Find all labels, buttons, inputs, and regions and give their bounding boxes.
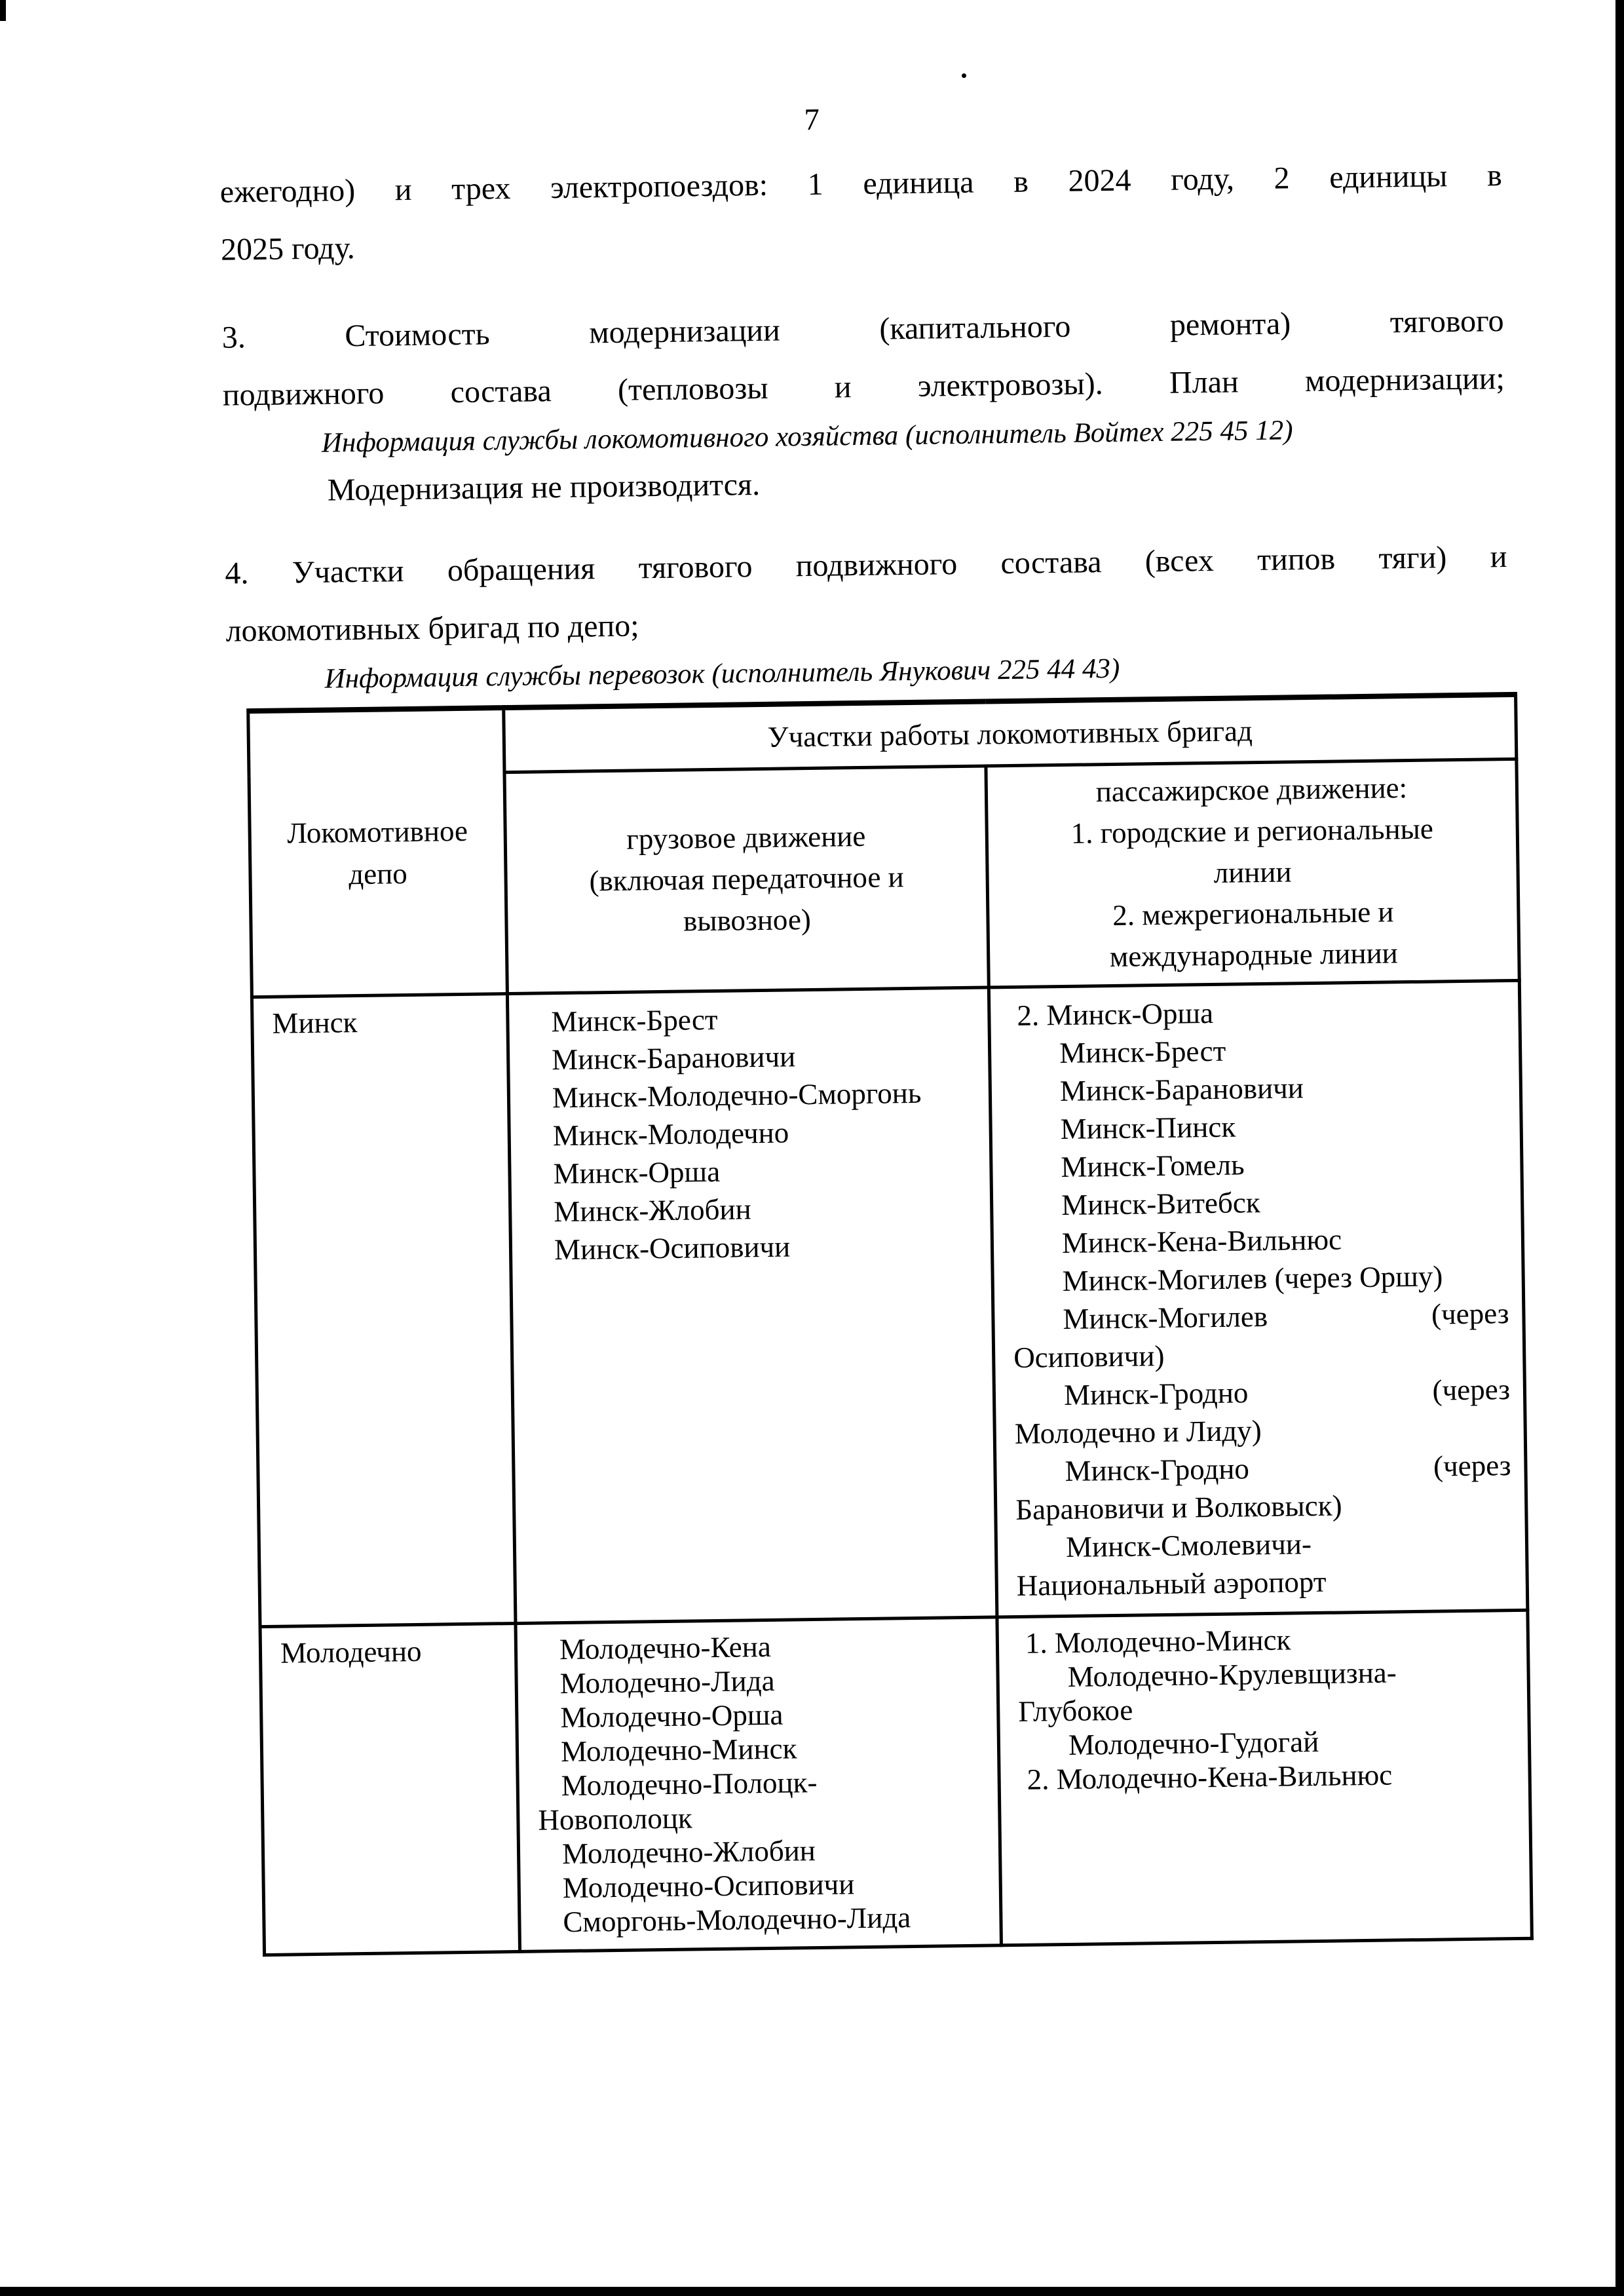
route-line: Молодечно-Минск [560, 1732, 797, 1769]
scan-edge-artifact-bottom [0, 2287, 1624, 2296]
column-header-depot: Локомотивное депо [248, 708, 508, 997]
route-line: Минск-Пинск [1060, 1110, 1236, 1146]
route-line: Минск-Барановичи [551, 1040, 796, 1077]
paragraph-line: 2025 году. [220, 231, 356, 267]
route-line: Минск-Брест [551, 1003, 718, 1039]
freight-routes-cell [516, 1617, 1001, 1952]
route-line-left: Минск-Могилев [1063, 1299, 1268, 1336]
section-3-modernization [221, 292, 1506, 512]
route-line: Глубокое [1017, 1693, 1133, 1728]
route-line-right: (через [1433, 1449, 1511, 1483]
route-line [1065, 1446, 1511, 1490]
route-line-left: Минск-Гродно [1063, 1376, 1249, 1412]
route-line [1064, 1370, 1511, 1414]
route-line: Минск-Смолевичи- [1065, 1527, 1312, 1563]
scan-corner-artifact [0, 0, 6, 21]
section-4-sections-of-circulation [225, 528, 1509, 700]
route-line: Сморгонь-Молодечно-Лида [563, 1901, 911, 1939]
route-line: Молодечно-Жлобин [561, 1834, 816, 1871]
route-line: Минск-Кена-Вильнюс [1061, 1223, 1342, 1260]
table-row-minsk [252, 980, 1527, 1626]
depot-name: Молодечно [260, 1623, 520, 1955]
intro-paragraph [219, 147, 1503, 279]
passenger-routes-cell [989, 980, 1528, 1617]
route-line: Новополоцк [538, 1801, 693, 1837]
modernization-note: Модернизация не производится. [327, 467, 761, 508]
route-line: Минск-Осиповичи [554, 1230, 791, 1267]
paragraph-line: 4. Участки обращения тягового подвижного состава (всех типов тяги) и [225, 539, 1507, 591]
freight-routes-cell [507, 987, 997, 1624]
service-info-note: Информация службы локомотивного хозяйства (исполнитель Войтех 225 45 12) [321, 415, 1293, 459]
route-line: Молодечно-Орша [560, 1698, 784, 1734]
route-line: 1. Молодечно-Минск [1025, 1623, 1291, 1660]
route-line: Молодечно-Осиповичи [562, 1867, 855, 1905]
route-line: Минск-Витебск [1061, 1186, 1260, 1222]
scan-edge-artifact-right [1615, 0, 1624, 2296]
depot-name: Минск [252, 994, 516, 1627]
route-line: Минск-Молодечно-Сморгонь [552, 1076, 922, 1115]
route-line: Барановичи и Волковыск) [1015, 1489, 1342, 1526]
paragraph-line: 3. Стоимость модернизации (капитального ремонта) тягового [221, 303, 1504, 355]
route-line: Минск-Гомель [1061, 1148, 1245, 1184]
route-line: Молодечно и Лиду) [1014, 1414, 1262, 1450]
column-header-brigade-work-sections: Участки работы локомотивных бригад [504, 695, 1517, 773]
locomotive-brigade-sections-table [246, 692, 1534, 1957]
route-line [1063, 1294, 1509, 1338]
paragraph-line: подвижного состава (тепловозы и электровозы). План модернизации; [222, 361, 1505, 413]
route-line: Минск-Молодечно [552, 1116, 789, 1153]
route-line: Минск-Могилев (через Оршу) [1062, 1259, 1443, 1298]
route-line: Национальный аэропорт [1016, 1565, 1327, 1602]
paragraph-line: локомотивных бригад по депо; [225, 608, 639, 649]
route-line: Молодечно-Полоцк- [561, 1765, 818, 1803]
route-line-left: Минск-Гродно [1065, 1452, 1250, 1487]
route-line: 2. Минск-Орша [1017, 996, 1214, 1032]
route-line: Молодечно-Крулевщизна- [1067, 1656, 1397, 1693]
table-row-molodechno [260, 1610, 1532, 1955]
route-line: Молодечно-Лида [559, 1664, 775, 1700]
route-line: Осиповичи) [1013, 1339, 1165, 1375]
route-line-right: (через [1432, 1373, 1511, 1407]
service-info-note: Информация службы перевозок (исполнитель Янукович 225 44 43) [324, 653, 1120, 695]
route-line: Молодечно-Гудогай [1068, 1725, 1319, 1761]
scan-speck-artifact [962, 73, 966, 78]
column-header-passenger-traffic: пассажирское движение: 1. городские и региональные линии 2. межрегиональные и международные линии [986, 759, 1519, 987]
route-line: Минск-Брест [1059, 1034, 1226, 1070]
passenger-routes-cell [997, 1610, 1532, 1945]
route-line: Молодечно-Кена [559, 1630, 772, 1666]
column-header-freight-traffic: грузовое движение (включая передаточное и вывозное) [504, 766, 989, 994]
paragraph-line: ежегодно) и трех электропоездов: 1 единица в 2024 году, 2 единицы в [219, 158, 1503, 210]
route-line: Минск-Орша [553, 1155, 721, 1191]
page-number: 7 [804, 102, 820, 138]
route-line: Минск-Барановичи [1059, 1071, 1304, 1108]
route-line: Минск-Жлобин [553, 1193, 751, 1229]
route-line-right: (через [1431, 1297, 1509, 1331]
route-line: 2. Молодечно-Кена-Вильнюс [1027, 1758, 1393, 1796]
